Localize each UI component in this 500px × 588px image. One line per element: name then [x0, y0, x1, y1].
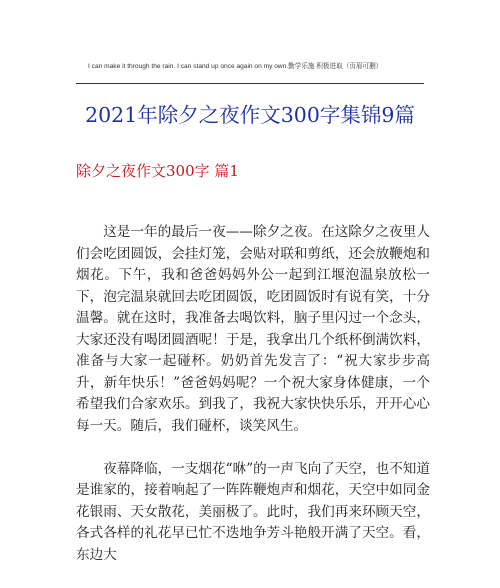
paragraph: 这是一年的最后一夜——除夕之夜。在这除夕之夜里人们会吃团圆饭，会挂灯笼，会贴对联和剪纸，还会放鞭炮和烟花。下午，我和爸爸妈妈外公一起到江堰泡温泉放松一下，泡完温泉就回去吃团圆饭，吃团圆饭时有说有笑，十分温馨。就在这时，我准备去喝饮料，脑子里闪过一个念头，大家还没有喝团圆酒呢！于是，我拿出几个纸杯倒满饮料，准备与大家一起碰杯。奶奶首先发言了：“祝大家步步高升，新年快乐！”爸爸妈妈呢？一个祝大家身体健康，一个希望我们合家欢乐。到我了，我祝大家快快乐乐，开开心心每一天。随后，我们碰杯，谈笑风生。 [76, 224, 430, 434]
section-title: 除夕之夜作文300字 篇1 [76, 162, 239, 180]
header-divider [76, 83, 424, 84]
page-header: I can make it through the rain. I can stand up once again on my own.勤学乐施 积极进取（页眉可删） [88, 63, 383, 70]
document-body [76, 222, 430, 588]
paragraph: 夜幕降临，一支烟花“咻”的一声飞向了天空，也不知道是谁家的，接着响起了一阵阵鞭炮声和烟花，天空中如同金花银雨、天女散花，美丽极了。此时，我们再来环顾天空，各式各样的礼花早已忙不迭地争芳斗艳般开满了天空。看，东边大 [76, 460, 430, 563]
document-title: 2021年除夕之夜作文300字集锦9篇 [85, 103, 415, 127]
